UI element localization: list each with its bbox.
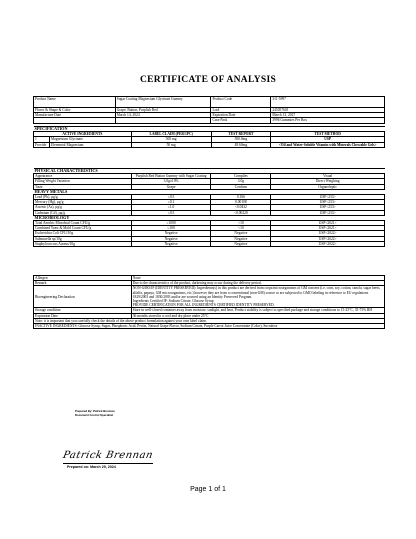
characteristics-table (33, 168, 385, 247)
spec-row-report: 49.60mg (211, 142, 271, 147)
micro-row-result: <10 (211, 226, 271, 231)
spec-row-claim: 50 mg (131, 142, 211, 147)
metal-row-spec: ≤0.1 (131, 200, 211, 205)
header-active-ingredients: ACTIVE INGREDIENTS (34, 132, 132, 137)
expiration-value: 36 months stored in a cool and dry place under 25°C (131, 313, 384, 318)
product-name-value: Sugar Coating Magnesium Glycinate Gummy (115, 97, 211, 108)
prepared-by: Prepared By: Patrick Brennan (75, 409, 115, 413)
physical-row-name: Appearance (34, 174, 132, 179)
physical-row-result: 3.0g (211, 179, 271, 184)
header-test-method: TEST METHOD (271, 132, 385, 137)
page-indicator: Page 1 of 1 (190, 486, 226, 493)
metal-row-name: Arsenic (As), µg/g (34, 205, 132, 210)
metal-row-name: Mercury (Hg), µg/g (34, 200, 132, 205)
spec-row-claim: 500 mg (131, 137, 211, 142)
bioengineering-label: Bioengineering Declaration (34, 286, 132, 308)
spec-row-method: <Oil and Water-Soluble Vitamin with Minerals Chewable Gels> (271, 142, 385, 147)
micro-row-name: Staphylococcus Aureus/10g (34, 241, 132, 246)
storage-value: Store in well-closed container away from moisture, sunlight, and heat. Product stability is subject to specified package and storage conditions to 15-25°C, 35-75% RH (131, 308, 384, 313)
storage-label: Storage condition (34, 308, 132, 313)
bioengineering-text-2: Ingredients Certified IP: Sodium Citrate, Glucose Syrup (132, 299, 214, 304)
header-test-report: TEST REPORT (211, 132, 271, 137)
product-code-value: 311-5997 (271, 97, 385, 108)
case-pack-label: Case Pack (211, 118, 271, 123)
micro-row-result: Negative (211, 241, 271, 246)
metal-row-result: 0.166 (211, 195, 271, 200)
spec-row-num: Provide (34, 142, 50, 147)
physical-row-method: Direct Weighing (271, 179, 385, 184)
metal-row-method: USP<233> (271, 200, 385, 205)
metal-row-result: 0.00108 (211, 200, 271, 205)
product-name-label: Product Name (34, 97, 116, 108)
remark-value: Due to the characteristics of the product, darkening may occur during the delivery period. (131, 281, 384, 286)
bioengineering-text-3: PROVIDE CERTIFICATION FOR ALL INGREDIENTS CERTIFIED IDENTITY PRESERVED. (132, 303, 275, 308)
metal-row-method: USP<233> (271, 195, 385, 200)
physical-row-spec: Purplish Red Button Gummy with Sugar Coating (131, 174, 211, 179)
formulation-note: Note: it is important that you carefully check the details of the above product formulation against your own label claim. (34, 318, 385, 323)
section-microbiology: MICROBIOLOGY (34, 215, 385, 220)
metal-row-name: Cadmium (Cd), µg/g (34, 210, 132, 215)
remark-label: Remark (34, 281, 132, 286)
micro-row-result: <10 (211, 221, 271, 226)
micro-row-method: USP<2021> (271, 226, 385, 231)
case-pack-value: 3996 Gummies Per Box (271, 118, 385, 123)
signature-line (63, 463, 153, 464)
micro-row-spec: ≤100 (131, 226, 211, 231)
micro-row-method: USP<2021> (271, 221, 385, 226)
allergen-value: None (131, 276, 384, 281)
micro-row-method: USP<2022> (271, 231, 385, 236)
spec-row-report: 500.0mg (211, 137, 271, 142)
flavor-value: Grape, Button, Purplish Red (115, 108, 211, 113)
micro-row-spec: Negative (131, 236, 211, 241)
physical-row-name: Filling Weight Variation (34, 179, 132, 184)
allergen-label: Allergen (34, 276, 132, 281)
lot-label: Lot# (211, 108, 271, 113)
product-info-table (33, 96, 385, 124)
micro-row-method: USP<2022> (271, 241, 385, 246)
flavor-label: Flavor & Shape & Color (34, 108, 116, 113)
physical-row-method: Visual (271, 174, 385, 179)
micro-row-name: Combined Yeast & Mold Count CFU/g (34, 226, 132, 231)
physical-row-result: Complies (211, 174, 271, 179)
metal-row-result: <0.00220 (211, 210, 271, 215)
product-code-label: Product Code (211, 97, 271, 108)
preparer-role: Document Control Specialist (75, 413, 114, 417)
micro-row-result: Negative (211, 231, 271, 236)
inactive-ingredients: INACTIVE INGREDIENTS: Glucose Syrup, Sugar, Phosphoric Acid, Pectin, Natural Grape Flavor, Sodium Citrate, Purple Carrot Juice Concentrate (Color), Sucralose (34, 324, 385, 329)
specification-table (33, 126, 385, 148)
manufacture-date-value: March 14, 2024 (115, 113, 211, 118)
bioengineering-value (131, 286, 384, 308)
section-specification: SPECIFICATION (34, 127, 385, 132)
physical-row-method: Organoleptic (271, 184, 385, 189)
metal-row-result: <0.0432 (211, 205, 271, 210)
spec-row-name: Elemental Magnesium (49, 142, 131, 147)
spec-row-method: USP (271, 137, 385, 142)
metal-row-spec: ≤0.5 (131, 195, 211, 200)
prepared-on: Prepared on: March 29, 2024 (67, 465, 116, 469)
section-heavy-metals: HEAVY METALS (34, 189, 385, 194)
metal-row-name: Lead (Pb), µg/g (34, 195, 132, 200)
document-title: CERTIFICATE OF ANALYSIS (139, 75, 277, 85)
metal-row-method: USP<233> (271, 210, 385, 215)
micro-row-name: Total Aerobic Microbial Count CFU/g (34, 221, 132, 226)
notes-table (33, 275, 385, 329)
handwritten-signature: Patrick Brennan (61, 450, 155, 461)
metal-row-spec: ≤0.5 (131, 210, 211, 215)
expiration-label: Expiration Date (34, 313, 132, 318)
physical-row-result: Confirm (211, 184, 271, 189)
metal-row-method: USP<233> (271, 205, 385, 210)
micro-row-method: USP<2022> (271, 236, 385, 241)
micro-row-name: Escherichia Coli CFU/10g (34, 231, 132, 236)
expiration-date-label: Expiration Date (211, 113, 271, 118)
header-label-claim: LABEL CLAIM (PER/1PC) (131, 132, 211, 137)
physical-row-spec: Grape (131, 184, 211, 189)
micro-row-spec: Negative (131, 241, 211, 246)
physical-row-spec: 3.0g±10% (131, 179, 211, 184)
expiration-date-value: March 13, 2027 (271, 113, 385, 118)
metal-row-spec: ≤1.0 (131, 205, 211, 210)
lot-value: 24505760J (271, 108, 385, 113)
bioengineering-text-1: NON-GMO/IP (IDENTITY PRESERVED): Ingredients(s) in this product are derived from crops/microorganisms of GM concern (i.e. corn, soy, cotton, canola, sugar beets, alfalfa, papaya, GM microorganisms, etc.) however they are from a conventional (non-GM) source or are subjected to GMO labeling in reference to EU regulations 1829/2003 and 1830/2003 and/or are sourced using an Identity Preserved Program. (132, 286, 381, 299)
spec-row-num: 1 (34, 137, 50, 142)
section-physical: PHYSICAL CHARACTERISTICS (34, 169, 385, 174)
physical-row-name: Taste (34, 184, 132, 189)
micro-row-spec: Negative (131, 231, 211, 236)
micro-row-name: Salmonella sp/10g (34, 236, 132, 241)
micro-row-result: Negative (211, 236, 271, 241)
manufacture-date-label: Manufacture Date (34, 113, 116, 118)
spec-row-name: Magnesium Glycinate (49, 137, 131, 142)
micro-row-spec: ≤1000 (131, 221, 211, 226)
